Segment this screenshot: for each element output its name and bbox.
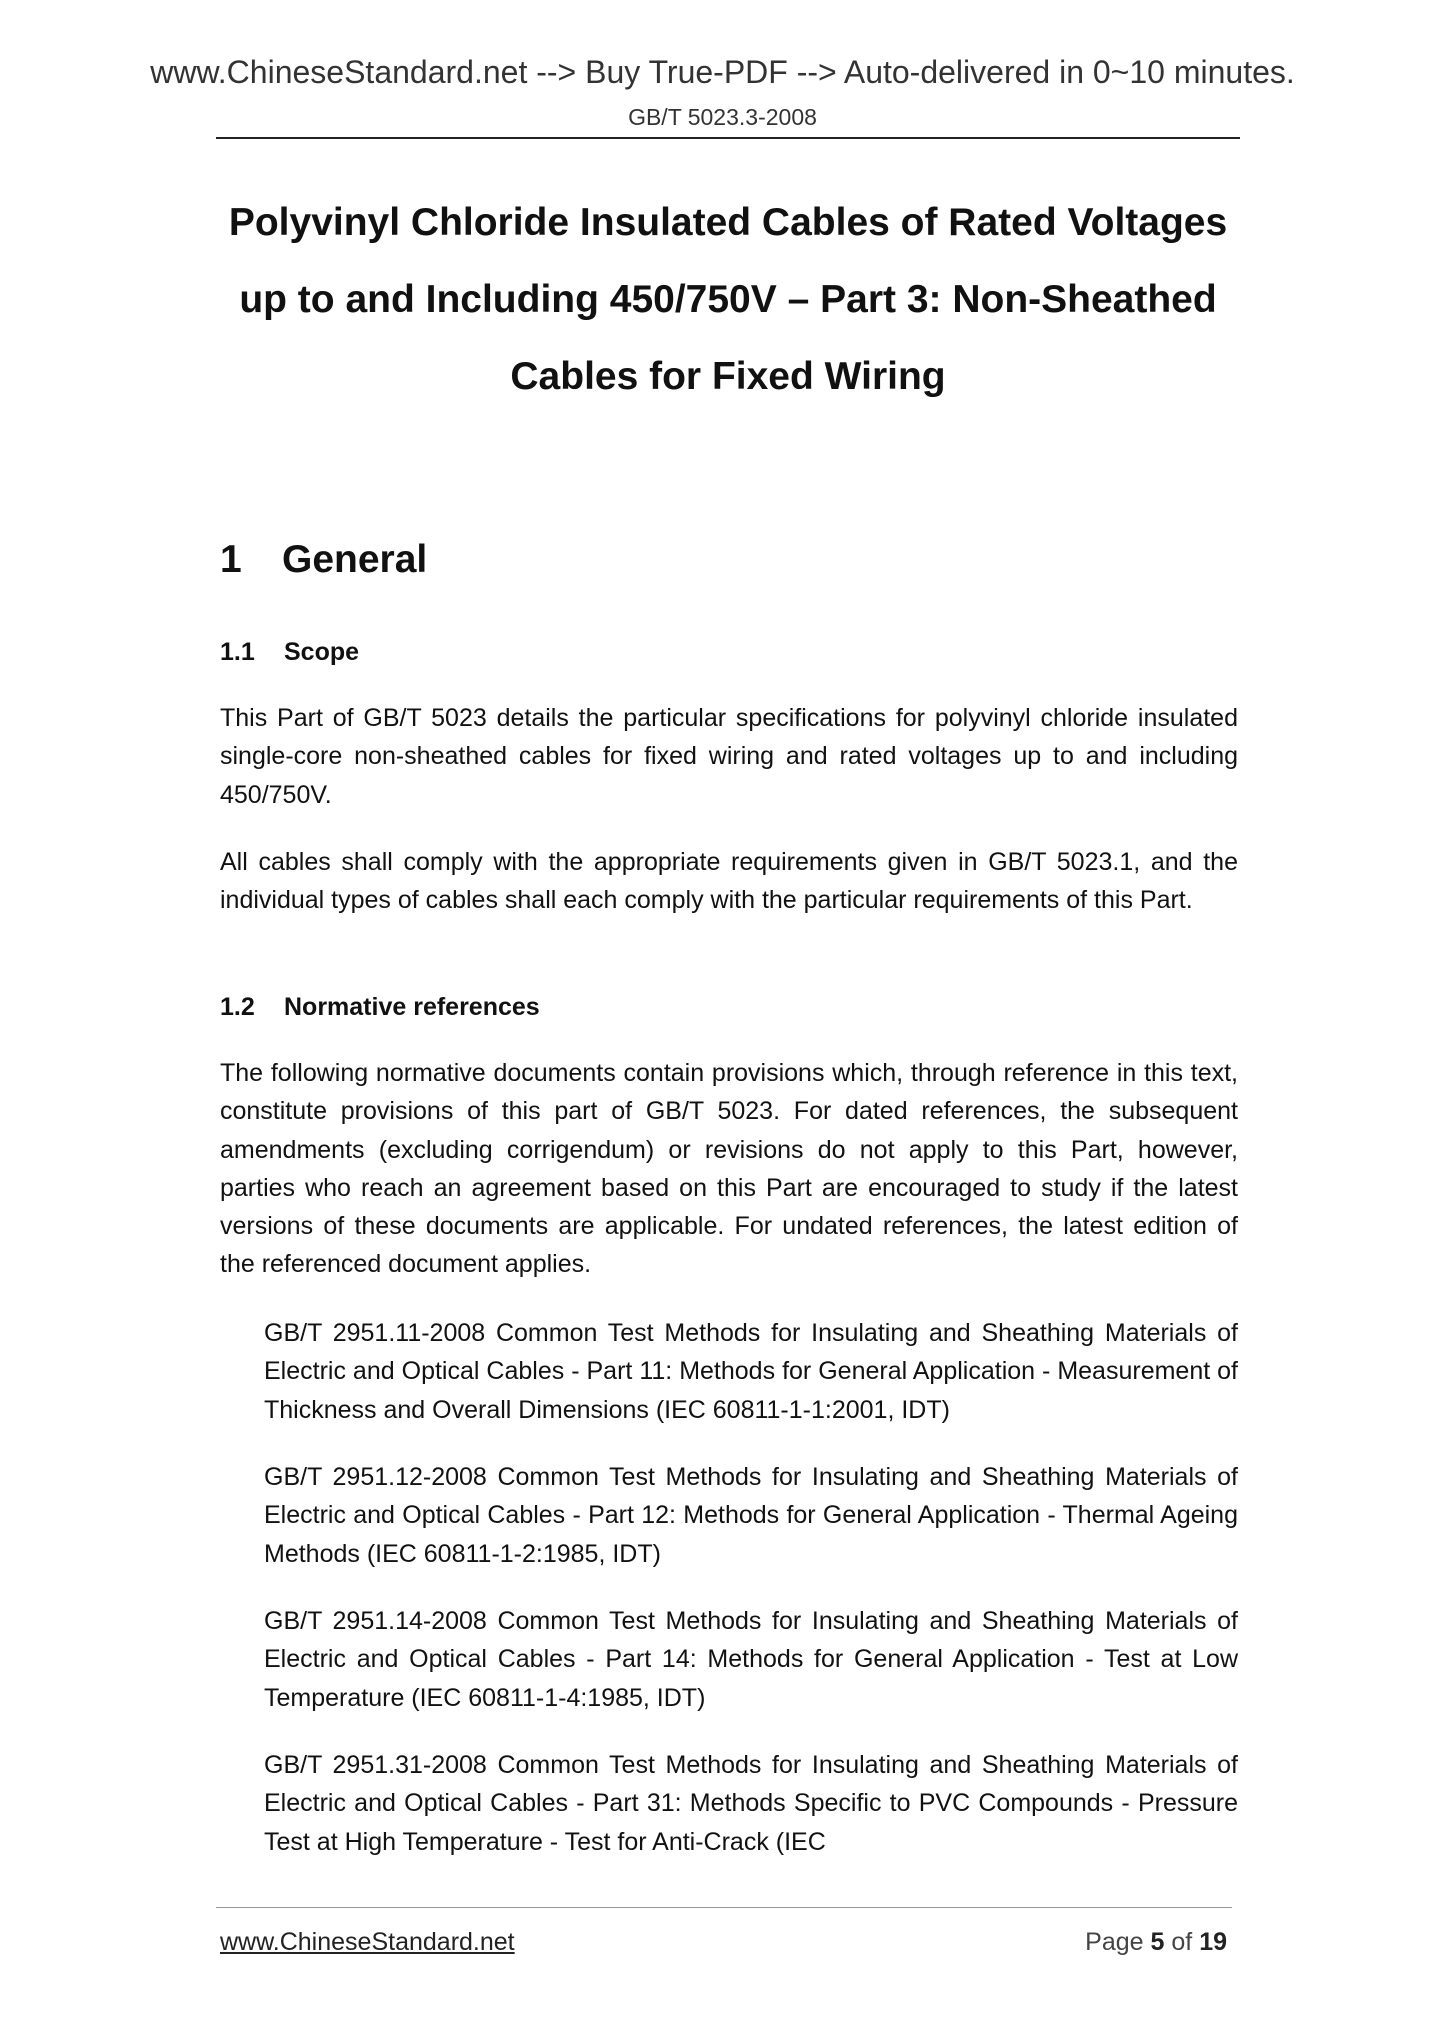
section-1-title: General <box>282 538 428 581</box>
section-1-1-heading <box>220 637 359 667</box>
page-label: Page <box>1085 1928 1144 1956</box>
section-1-2-number: 1.2 <box>220 993 255 1021</box>
footer-site-link[interactable]: www.ChineseStandard.net <box>220 1928 515 1956</box>
scope-paragraph-1: This Part of GB/T 5023 details the particular specifications for polyvinyl chloride insulated single-core non-sheathed cables for fixed wiring and rated voltages up to and including 450/750V. <box>220 704 1238 809</box>
section-1-heading <box>220 537 427 584</box>
title-line-2: up to and Including 450/750V – Part 3: Non-Sheathed <box>239 278 1217 321</box>
page-of: of <box>1171 1928 1193 1956</box>
page-number <box>1085 1930 1227 1955</box>
header-divider <box>216 137 1240 139</box>
reference-item: GB/T 2951.31-2008 Common Test Methods for Insulating and Sheathing Materials of Electric and Optical Cables - Part 31: Methods Specific to PVC Compounds - Pressure Test at High Temperature - Test for Anti-Crack (IEC <box>264 1751 1238 1856</box>
standard-code: GB/T 5023.3-2008 <box>628 104 817 130</box>
title-line-3: Cables for Fixed Wiring <box>510 355 946 398</box>
reference-item: GB/T 2951.14-2008 Common Test Methods for Insulating and Sheathing Materials of Electric and Optical Cables - Part 14: Methods for General Application - Test at Low Temperature (IEC 60811-1-4:1985, IDT) <box>264 1607 1238 1712</box>
title-line-1: Polyvinyl Chloride Insulated Cables of Rated Voltages <box>228 201 1228 244</box>
section-1-number: 1 <box>220 538 242 581</box>
scope-paragraph-2: All cables shall comply with the appropriate requirements given in GB/T 5023.1, and the individual types of cables shall each comply with the particular requirements of this Part. <box>220 848 1238 915</box>
section-1-2-title: Normative references <box>284 993 540 1021</box>
reference-item: GB/T 2951.12-2008 Common Test Methods for Insulating and Sheathing Materials of Electric and Optical Cables - Part 12: Methods for General Application - Thermal Ageing Methods (IEC 60811-1-2:1985, IDT) <box>264 1463 1238 1568</box>
section-1-2-heading <box>220 992 540 1022</box>
normative-intro-paragraph: The following normative documents contain provisions which, through reference in this text, constitute provisions of this part of GB/T 5023. For dated references, the subsequent amendments (excluding corrigendum) or revisions do not apply to this Part, however, parties who reach an agreement based on this Part are encouraged to study if the latest versions of these documents are applicable. For undated references, the latest edition of the referenced document applies. <box>220 1059 1238 1279</box>
page-current: 5 <box>1150 1928 1165 1956</box>
footer-divider <box>216 1907 1232 1908</box>
reference-item: GB/T 2951.11-2008 Common Test Methods for Insulating and Sheathing Materials of Electric and Optical Cables - Part 11: Methods for General Application - Measurement of Thickness and Overall Dimensions (IEC 60811-1-1:2001, IDT) <box>264 1319 1238 1424</box>
site-banner: www.ChineseStandard.net --> Buy True-PDF --> Auto-delivered in 0~10 minutes. <box>150 54 1295 90</box>
section-1-1-number: 1.1 <box>220 638 255 666</box>
section-1-1-title: Scope <box>284 638 360 666</box>
document-title <box>216 184 1240 415</box>
page-total: 19 <box>1199 1928 1227 1956</box>
